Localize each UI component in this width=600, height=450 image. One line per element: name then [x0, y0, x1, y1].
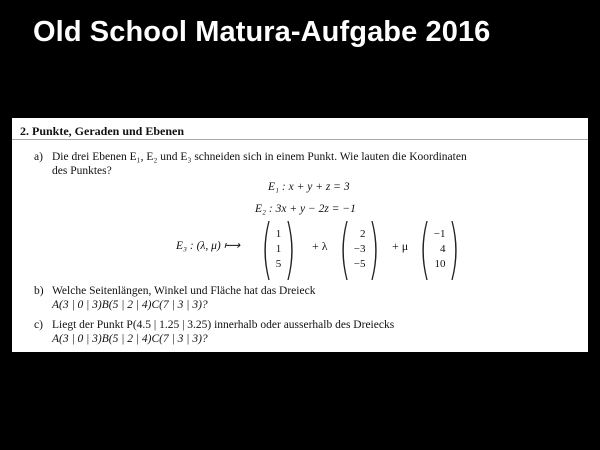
vector-support-x: 1: [275, 227, 282, 240]
vector-direction-2-x: −1: [433, 227, 446, 240]
vector-direction-1-y: −3: [353, 242, 366, 255]
part-a-label: a): [34, 151, 43, 163]
vector-direction-2-y: 4: [439, 242, 446, 255]
section-divider: [12, 139, 588, 140]
equation-e1: E₁ : x + y + z = 3: [268, 181, 350, 193]
part-c-label: c): [34, 319, 43, 331]
vector-support-y: 1: [275, 242, 282, 255]
plus-mu: + μ: [392, 239, 409, 253]
part-a-line1: Die drei Ebenen E₁, E₂ und E₃ schneiden sich in einem Punkt. Wie lauten die Koordinaten: [52, 151, 467, 163]
plus-lambda: + λ: [312, 239, 328, 253]
equation-e2: E₂ : 3x + y − 2z = −1: [255, 203, 356, 215]
document-scan: [12, 118, 588, 352]
part-b-label: b): [34, 285, 44, 297]
equation-e3-left: E₃ : (λ, μ) ⟼: [176, 240, 241, 252]
vector-direction-2-z: 10: [434, 257, 446, 270]
vector-direction-1: ( 2 −3 −5 ): [339, 210, 381, 287]
vector-support-z: 5: [275, 257, 282, 270]
part-b-line1: Welche Seitenlängen, Winkel und Fläche hat das Dreieck: [52, 285, 316, 297]
part-b-line2: A(3 | 0 | 3)B(5 | 2 | 4)C(7 | 3 | 3)?: [52, 299, 208, 311]
section-title: 2. Punkte, Geraden und Ebenen: [20, 124, 185, 138]
vector-direction-1-z: −5: [353, 257, 366, 270]
part-c-line1: Liegt der Punkt P(4.5 | 1.25 | 3.25) innerhalb oder ausserhalb des Dreiecks: [52, 319, 395, 331]
vector-support: ( 1 1 5 ): [261, 210, 296, 287]
vector-direction-1-x: 2: [359, 227, 366, 240]
part-c-line2: A(3 | 0 | 3)B(5 | 2 | 4)C(7 | 3 | 3)?: [52, 333, 208, 345]
slide-title: Old School Matura-Aufgabe 2016: [33, 16, 491, 48]
vector-direction-2: ( −1 4 10 ): [419, 210, 461, 287]
part-a-line2: des Punktes?: [52, 165, 112, 177]
